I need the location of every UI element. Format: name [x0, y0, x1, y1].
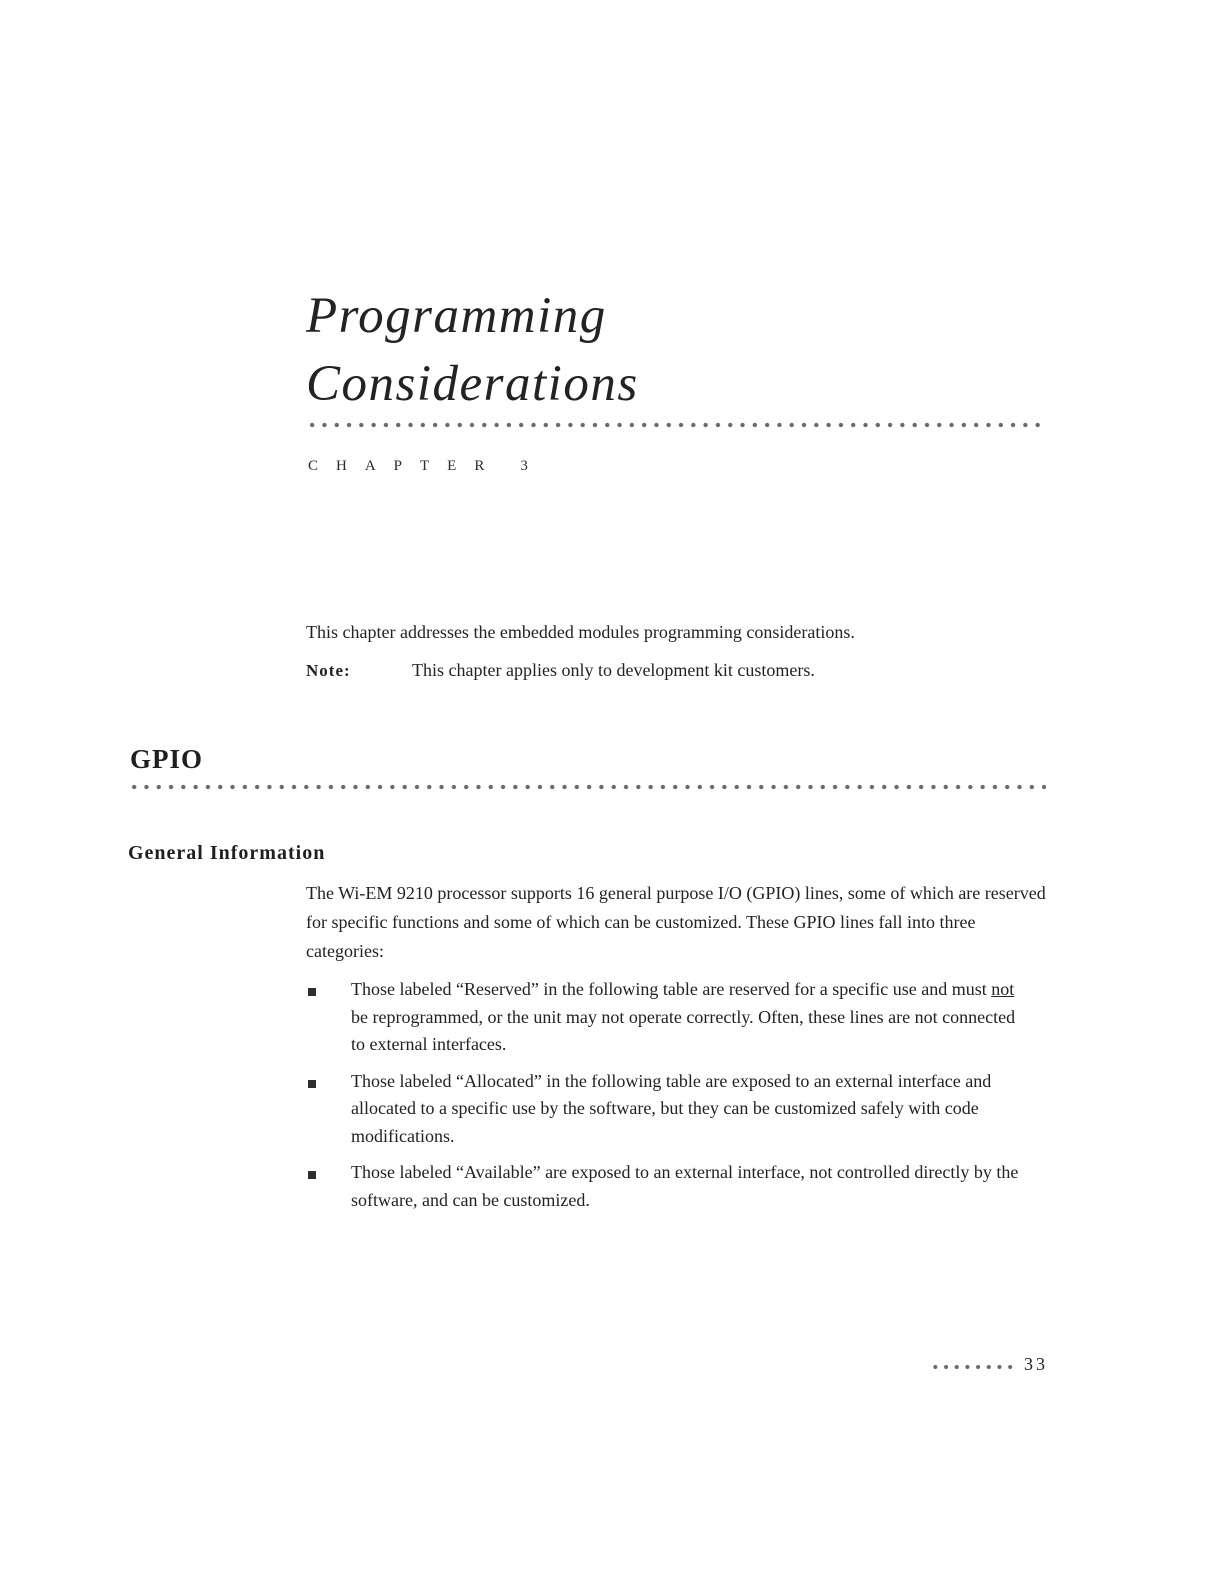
chapter-title-line-2: Considerations	[306, 356, 639, 412]
section-heading-gpio: GPIO	[130, 744, 204, 774]
square-bullet-icon	[308, 1171, 316, 1179]
subheading-general-information: General Information	[128, 842, 326, 864]
square-bullet-icon	[308, 1080, 316, 1088]
page-number: 33	[1024, 1354, 1048, 1374]
list-item-underlined-word: not	[991, 979, 1015, 999]
chapter-label-word: CHAPTER	[308, 458, 503, 474]
section-dotted-rule	[128, 783, 1046, 791]
list-item	[306, 1159, 1026, 1214]
chapter-dotted-rule	[306, 421, 1046, 429]
general-information-paragraph: The Wi-EM 9210 processor supports 16 general purpose I/O (GPIO) lines, some of which are reserved for specific functions and some of which can be customized. These GPIO lines fall into three categories:	[306, 883, 1046, 961]
chapter-number: 3	[520, 458, 546, 474]
list-item-text: Those labeled “Allocated” in the following table are exposed to an external interface and allocated to a specific use by the software, but they can be customized safely with code modifications.	[351, 1070, 992, 1146]
intro-paragraph: This chapter addresses the embedded modules programming considerations.	[306, 622, 855, 642]
list-item-text: Those labeled “Available” are exposed to an external interface, not controlled directly by the software, and can be customized.	[351, 1162, 1019, 1210]
note-paragraph	[306, 656, 815, 685]
chapter-title-line-1: Programming	[306, 288, 607, 344]
gpio-category-list	[306, 976, 1026, 1214]
list-item-text-start: Those labeled “Reserved” in the following table are reserved for a specific use and must	[351, 979, 992, 999]
square-bullet-icon	[308, 988, 316, 996]
list-item	[306, 976, 1026, 1059]
chapter-title	[306, 282, 639, 418]
footer-dotted-rule	[930, 1363, 1016, 1371]
chapter-label	[308, 458, 546, 475]
list-item	[306, 1068, 1026, 1151]
note-text: This chapter applies only to development kit customers.	[412, 660, 815, 680]
list-item-text-end: be reprogrammed, or the unit may not operate correctly. Often, these lines are not connected to external interfaces.	[351, 1006, 1016, 1054]
note-label: Note:	[306, 661, 351, 680]
